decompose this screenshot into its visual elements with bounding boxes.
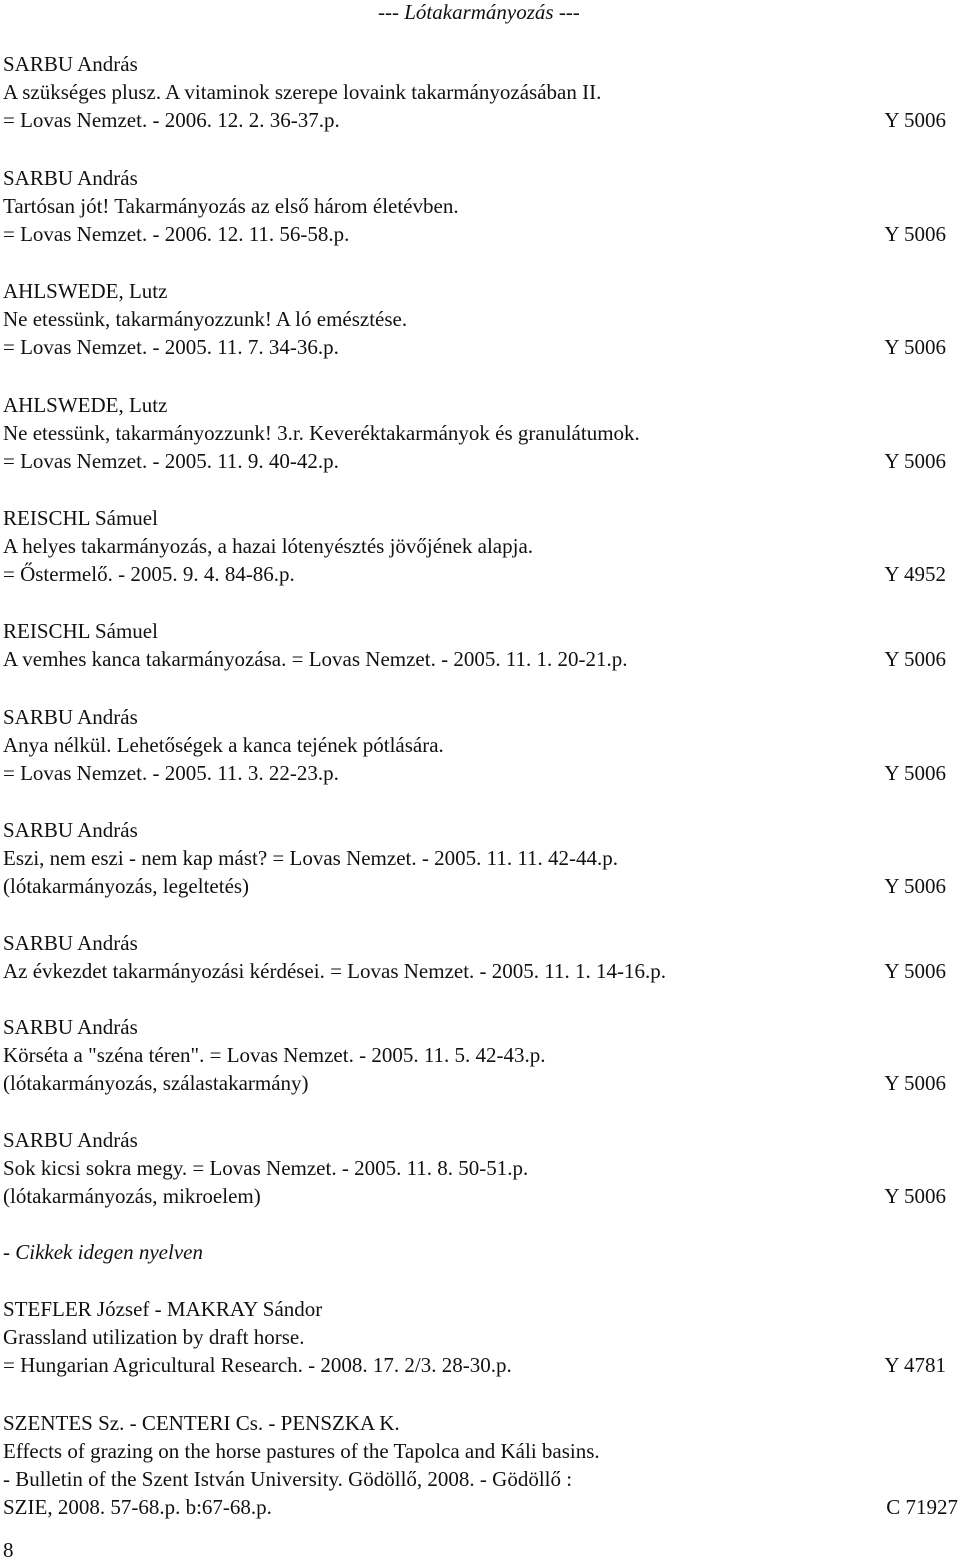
entry-author: REISCHL Sámuel [3,619,158,643]
entry-author: SARBU András [3,1128,138,1152]
entry-author: AHLSWEDE, Lutz [3,393,168,417]
entry-author: SARBU András [3,166,138,190]
entry-line: A helyes takarmányozás, a hazai lótenyésztés jövőjének alapja. [3,534,534,558]
section-heading: - Cikkek idegen nyelven [3,1240,203,1264]
shelf-code: Y 5006 [884,874,946,898]
entry-line: Anya nélkül. Lehetőségek a kanca tejének pótlására. [3,733,444,757]
shelf-code: Y 5006 [884,335,946,359]
entry-line: Sok kicsi sokra megy. = Lovas Nemzet. - 2005. 11. 8. 50-51.p. [3,1156,529,1180]
entry-line: (lótakarmányozás, szálastakarmány) [3,1071,309,1095]
shelf-code: Y 5006 [884,959,946,983]
entry-line: (lótakarmányozás, mikroelem) [3,1184,261,1208]
entry-line: = Lovas Nemzet. - 2005. 11. 9. 40-42.p. [3,449,339,473]
entry-author: SZENTES Sz. - CENTERI Cs. - PENSZKA K. [3,1411,400,1435]
shelf-code: Y 5006 [884,222,946,246]
entry-line: Grassland utilization by draft horse. [3,1325,305,1349]
entry-author: SARBU András [3,705,138,729]
entry-author: AHLSWEDE, Lutz [3,279,168,303]
shelf-code: Y 5006 [884,647,946,671]
entry-author: SARBU András [3,931,138,955]
entry-line: - Bulletin of the Szent István University. Gödöllő, 2008. - Gödöllő : [3,1467,573,1491]
entry-line: = Őstermelő. - 2005. 9. 4. 84-86.p. [3,562,295,586]
entry-line: = Lovas Nemzet. - 2006. 12. 11. 56-58.p. [3,222,350,246]
entry-line: Eszi, nem eszi - nem kap mást? = Lovas Nemzet. - 2005. 11. 11. 42-44.p. [3,846,619,870]
entry-line: (lótakarmányozás, legeltetés) [3,874,250,898]
entry-author: REISCHL Sámuel [3,506,158,530]
entry-author: SARBU András [3,818,138,842]
entry-author: SARBU András [3,1015,138,1039]
shelf-code: Y 5006 [884,108,946,132]
entry-line: = Hungarian Agricultural Research. - 2008. 17. 2/3. 28-30.p. [3,1353,512,1377]
shelf-code: C 71927 [886,1495,958,1519]
entry-line: Ne etessünk, takarmányozzunk! 3.r. Keveréktakarmányok és granulátumok. [3,421,640,445]
shelf-code: Y 5006 [884,1184,946,1208]
entry-line: Ne etessünk, takarmányozzunk! A ló emésztése. [3,307,408,331]
entry-line: Körséta a "széna téren". = Lovas Nemzet. - 2005. 11. 5. 42-43.p. [3,1043,546,1067]
page-header: --- Lótakarmányozás --- [378,0,580,24]
entry-author: STEFLER József - MAKRAY Sándor [3,1297,323,1321]
entry-line: = Lovas Nemzet. - 2005. 11. 3. 22-23.p. [3,761,339,785]
entry-line: SZIE, 2008. 57-68.p. b:67-68.p. [3,1495,272,1519]
shelf-code: Y 5006 [884,449,946,473]
shelf-code: Y 4952 [884,562,946,586]
entry-line: Effects of grazing on the horse pastures of the Tapolca and Káli basins. [3,1439,600,1463]
page-number: 8 [3,1538,14,1562]
entry-line: Tartósan jót! Takarmányozás az első három életévben. [3,194,459,218]
entry-author: SARBU András [3,52,138,76]
shelf-code: Y 5006 [884,761,946,785]
entry-line: A szükséges plusz. A vitaminok szerepe lovaink takarmányozásában II. [3,80,602,104]
shelf-code: Y 4781 [884,1353,946,1377]
entry-line: = Lovas Nemzet. - 2005. 11. 7. 34-36.p. [3,335,339,359]
entry-line: = Lovas Nemzet. - 2006. 12. 2. 36-37.p. [3,108,340,132]
entry-line: Az évkezdet takarmányozási kérdései. = Lovas Nemzet. - 2005. 11. 1. 14-16.p. [3,959,667,983]
entry-line: A vemhes kanca takarmányozása. = Lovas Nemzet. - 2005. 11. 1. 20-21.p. [3,647,628,671]
shelf-code: Y 5006 [884,1071,946,1095]
